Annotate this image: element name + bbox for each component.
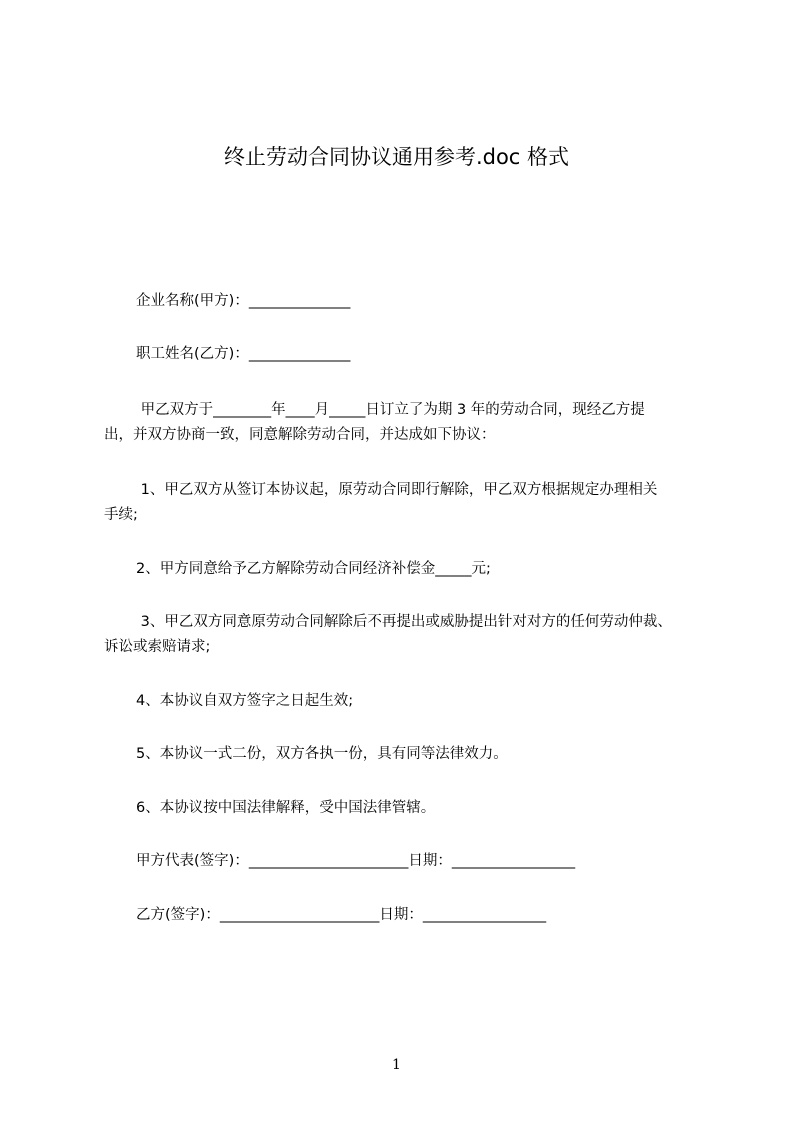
document-title: 终止劳动合同协议通用参考.doc 格式 — [223, 145, 570, 169]
intro-line-1: 甲乙双方于________年____月_____日订立了为期 3 年的劳动合同，现经乙方提 — [136, 402, 645, 418]
clause-2: 2、甲方同意给予乙方解除劳动合同经济补偿金_____元; — [136, 561, 491, 577]
page-number: 1 — [392, 1057, 401, 1073]
party-b-signature-line: 乙方(签字)：______________________日期：_________________ — [136, 907, 547, 923]
clause-3-line-2: 诉讼或索赔请求; — [104, 639, 211, 655]
clause-5: 5、本协议一式二份，双方各执一份，具有同等法律效力。 — [136, 746, 508, 762]
employee-name-field: 职工姓名(乙方)：______________ — [136, 346, 351, 362]
company-name-field: 企业名称(甲方)：______________ — [136, 293, 351, 309]
party-a-signature-line: 甲方代表(签字)：______________________日期：_________________ — [136, 853, 576, 869]
clause-1-line-1: 1、甲乙双方从签订本协议起，原劳动合同即行解除，甲乙双方根据规定办理相关 — [136, 482, 658, 498]
clause-4: 4、本协议自双方签字之日起生效; — [136, 693, 354, 709]
clause-3-line-1: 3、甲乙双方同意原劳动合同解除后不再提出或威胁提出针对对方的任何劳动仲裁、 — [136, 614, 672, 630]
clause-6: 6、本协议按中国法律解释，受中国法律管辖。 — [136, 800, 436, 816]
intro-line-2: 出，并双方协商一致，同意解除劳动合同，并达成如下协议： — [104, 427, 496, 443]
clause-1-line-2: 手续; — [104, 507, 138, 523]
